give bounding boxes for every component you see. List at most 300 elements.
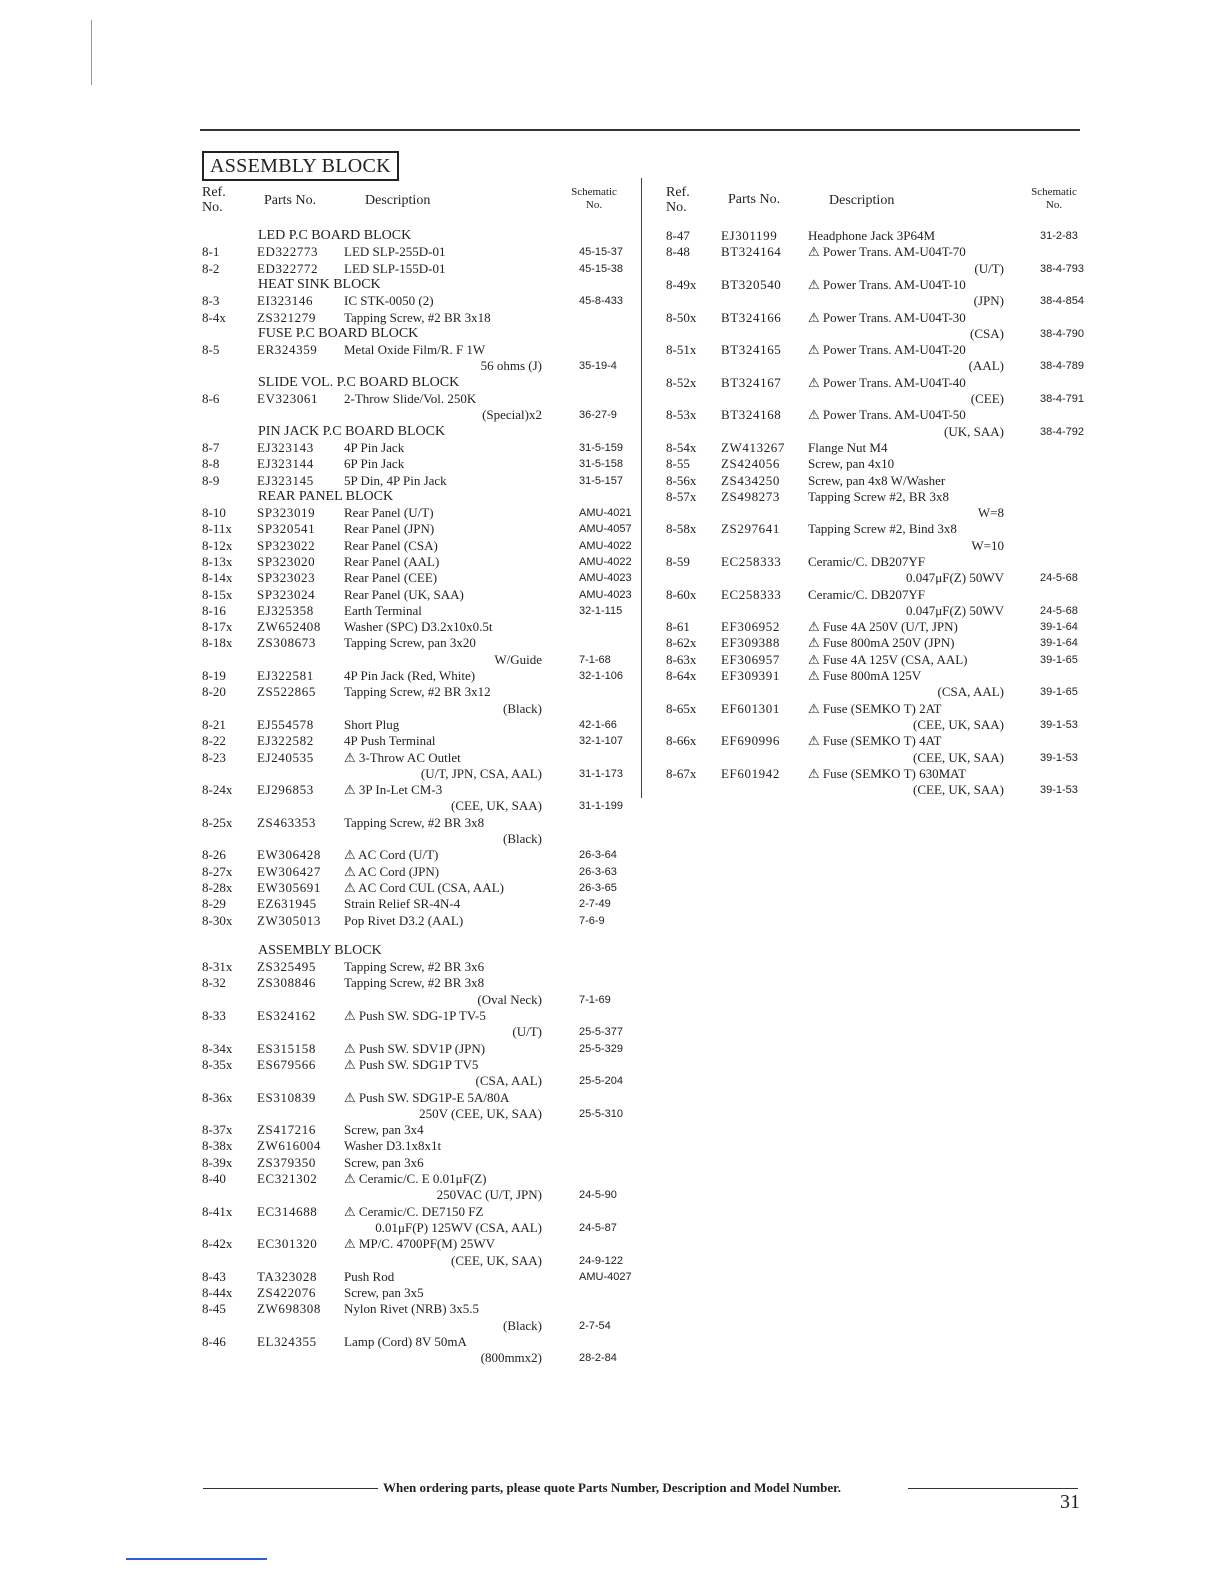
schematic-cell: 38-4-793	[1040, 263, 1085, 275]
table-row	[0, 1122, 1224, 1138]
schematic-cell: 24-5-87	[579, 1222, 617, 1234]
description-cell: (CEE, UK, SAA)	[451, 1253, 542, 1268]
description-cell: ⚠ 3P In-Let CM-3	[344, 782, 443, 797]
table-row	[0, 587, 1224, 603]
table-row	[0, 407, 1224, 423]
part-no-cell: BT324167	[721, 375, 782, 390]
table-row	[0, 1090, 1224, 1106]
part-no-cell: SP323022	[257, 538, 316, 553]
ref-cell: 8-18x	[202, 635, 233, 650]
part-no-cell: ZW652408	[257, 619, 322, 634]
footer-rule-right	[908, 1488, 1078, 1489]
schematic-cell: 31-1-199	[579, 800, 624, 812]
schematic-cell: 25-5-329	[579, 1043, 624, 1055]
schematic-cell: 7-6-9	[579, 915, 605, 927]
description-cell: Rear Panel (U/T)	[344, 505, 434, 520]
table-row-continuation	[0, 1350, 1224, 1366]
schematic-cell: 42-1-66	[579, 719, 617, 731]
part-no-cell: EF306957	[721, 652, 780, 667]
schematic-cell: 45-15-37	[579, 246, 624, 258]
part-no-cell: EJ296853	[257, 782, 314, 797]
schematic-cell: 45-8-433	[579, 295, 624, 307]
description-cell: 0.01μF(P) 125WV (CSA, AAL)	[375, 1220, 542, 1235]
description-cell: Rear Panel (UK, SAA)	[344, 587, 464, 602]
ref-cell: 8-64x	[666, 668, 697, 683]
part-no-cell: BT324165	[721, 342, 782, 357]
description-cell: Lamp (Cord) 8V 50mA	[344, 1334, 467, 1349]
table-row	[0, 1236, 1224, 1252]
description-cell: W=10	[971, 538, 1004, 553]
description-cell: 250V (CEE, UK, SAA)	[419, 1106, 542, 1121]
ref-cell: 8-11x	[202, 521, 232, 536]
part-no-cell: ED322772	[257, 261, 319, 276]
ref-cell: 8-19	[202, 668, 226, 683]
table-row-continuation	[0, 1106, 1224, 1122]
description-cell: ⚠ AC Cord CUL (CSA, AAL)	[344, 880, 504, 895]
part-no-cell: EI323146	[257, 293, 314, 308]
description-cell: Screw, pan 3x4	[344, 1122, 424, 1137]
table-row	[0, 1285, 1224, 1301]
schematic-cell: 36-27-9	[579, 409, 617, 421]
ref-cell: 8-34x	[202, 1041, 233, 1056]
ref-cell: 8-13x	[202, 554, 233, 569]
table-row	[0, 440, 1224, 456]
table-row-continuation	[0, 603, 1224, 619]
ref-cell: 8-57x	[666, 489, 697, 504]
description-cell: ⚠ Power Trans. AM-U04T-10	[808, 277, 966, 292]
description-cell: 4P Pin Jack	[344, 440, 405, 455]
table-row	[0, 456, 1224, 472]
section-title: ASSEMBLY BLOCK	[258, 943, 382, 958]
ref-cell: 8-26	[202, 847, 226, 862]
ref-cell: 8-60x	[666, 587, 697, 602]
description-cell: ⚠ Power Trans. AM-U04T-50	[808, 407, 966, 422]
header-schematic	[566, 186, 622, 212]
section-title: FUSE P.C BOARD BLOCK	[258, 326, 419, 341]
description-cell: (CEE, UK, SAA)	[913, 782, 1004, 797]
table-row-continuation	[0, 570, 1224, 586]
schematic-cell: 38-4-791	[1040, 393, 1085, 405]
table-row	[0, 228, 1224, 244]
schematic-cell: 31-5-157	[579, 475, 624, 487]
schematic-cell: AMU-4023	[579, 589, 632, 601]
schematic-cell: 32-1-107	[579, 735, 624, 747]
description-cell: ⚠ Fuse 4A 250V (U/T, JPN)	[808, 619, 958, 634]
part-no-cell: EW306427	[257, 864, 322, 879]
ref-cell: 8-66x	[666, 733, 697, 748]
table-row-continuation	[0, 293, 1224, 309]
description-cell: Push Rod	[344, 1269, 395, 1284]
table-row	[0, 1171, 1224, 1187]
part-no-cell: ZS522865	[257, 684, 316, 699]
part-no-cell: EC258333	[721, 587, 782, 602]
ref-cell: 8-7	[202, 440, 220, 455]
part-no-cell: BT320540	[721, 277, 782, 292]
ref-cell: 8-36x	[202, 1090, 233, 1105]
description-cell: Ceramic/C. DB207YF	[808, 554, 925, 569]
description-cell: (UK, SAA)	[944, 424, 1004, 439]
schematic-cell: AMU-4057	[579, 523, 632, 535]
description-cell: Screw, pan 3x5	[344, 1285, 424, 1300]
description-cell: LED SLP-255D-01	[344, 244, 446, 259]
schematic-cell: 25-5-204	[579, 1075, 624, 1087]
part-no-cell: EZ631945	[257, 896, 317, 911]
table-row	[0, 733, 1224, 749]
description-cell: 2-Throw Slide/Vol. 250K	[344, 391, 477, 406]
page-title: ASSEMBLY BLOCK	[202, 151, 399, 181]
ref-cell: 8-65x	[666, 701, 697, 716]
schematic-cell: 32-1-106	[579, 670, 624, 682]
table-row	[0, 1041, 1224, 1057]
description-cell: Metal Oxide Film/R. F 1W	[344, 342, 486, 357]
schematic-cell: 38-4-790	[1040, 328, 1085, 340]
description-cell: Rear Panel (JPN)	[344, 521, 435, 536]
table-row	[0, 1334, 1224, 1350]
ref-cell: 8-35x	[202, 1057, 233, 1072]
table-row	[0, 277, 1224, 293]
description-cell: Pop Rivet D3.2 (AAL)	[344, 913, 464, 928]
part-no-cell: ZS308846	[257, 975, 316, 990]
ref-cell: 8-48	[666, 244, 690, 259]
schematic-cell: 26-3-63	[579, 866, 617, 878]
part-no-cell: ZS325495	[257, 959, 316, 974]
part-no-cell: ZS297641	[721, 521, 780, 536]
description-cell: Tapping Screw, pan 3x20	[344, 635, 476, 650]
section-title: REAR PANEL BLOCK	[258, 489, 394, 504]
description-cell: Tapping Screw, #2 BR 3x8	[344, 975, 485, 990]
table-row	[0, 864, 1224, 880]
table-row-continuation	[0, 358, 1224, 374]
part-no-cell: EC301320	[257, 1236, 318, 1251]
description-cell: (800mmx2)	[480, 1350, 542, 1365]
table-row	[0, 1138, 1224, 1154]
part-no-cell: SP320541	[257, 521, 316, 536]
description-cell: (U/T, JPN, CSA, AAL)	[420, 766, 542, 781]
description-cell: ⚠ MP/C. 4700PF(M) 25WV	[344, 1236, 496, 1251]
description-cell: (CSA, AAL)	[475, 1073, 542, 1088]
table-row	[0, 1301, 1224, 1317]
description-cell: ⚠ AC Cord (U/T)	[344, 847, 439, 862]
table-row-continuation	[0, 782, 1224, 798]
ref-cell: 8-24x	[202, 782, 233, 797]
schematic-cell: 24-5-90	[579, 1189, 617, 1201]
table-row-continuation	[0, 538, 1224, 554]
schematic-cell: 26-3-64	[579, 849, 617, 861]
schematic-cell: 38-4-789	[1040, 360, 1085, 372]
description-cell: ⚠ Fuse 800mA 250V (JPN)	[808, 635, 955, 650]
schematic-cell: 39-1-53	[1040, 719, 1078, 731]
table-row	[0, 342, 1224, 358]
ref-cell: 8-45	[202, 1301, 226, 1316]
part-no-cell: EC314688	[257, 1204, 318, 1219]
description-cell: 0.047μF(Z) 50WV	[906, 603, 1004, 618]
ref-cell: 8-5	[202, 342, 220, 357]
table-row	[0, 959, 1224, 975]
ref-cell: 8-62x	[666, 635, 697, 650]
part-no-cell: EF601942	[721, 766, 780, 781]
part-no-cell: EJ554578	[257, 717, 314, 732]
description-cell: 0.047μF(Z) 50WV	[906, 570, 1004, 585]
ref-cell: 8-40	[202, 1171, 226, 1186]
ref-cell: 8-38x	[202, 1138, 233, 1153]
ref-cell: 8-28x	[202, 880, 233, 895]
header-schematic-no-label: No.	[1045, 199, 1063, 211]
part-no-cell: ES310839	[257, 1090, 316, 1105]
description-cell: 56 ohms (J)	[480, 358, 542, 373]
table-row	[0, 489, 1224, 505]
ref-cell: 8-31x	[202, 959, 233, 974]
part-no-cell: ZW413267	[721, 440, 786, 455]
header-schematic-label: Schematic	[1031, 186, 1077, 198]
table-row	[0, 635, 1224, 651]
part-no-cell: ES679566	[257, 1057, 316, 1072]
part-no-cell: ZS308673	[257, 635, 316, 650]
part-no-cell: EW306428	[257, 847, 322, 862]
description-cell: ⚠ Fuse 4A 125V (CSA, AAL)	[808, 652, 968, 667]
description-cell: (Black)	[503, 831, 542, 846]
ref-cell: 8-46	[202, 1334, 226, 1349]
description-cell: ⚠ Fuse 800mA 125V	[808, 668, 922, 683]
header-parts-no-right: Parts No.	[728, 192, 781, 207]
description-cell: IC STK-0050 (2)	[344, 293, 434, 308]
ref-cell: 8-17x	[202, 619, 233, 634]
ref-cell: 8-4x	[202, 310, 226, 325]
table-row-continuation	[0, 391, 1224, 407]
part-no-cell: EF309391	[721, 668, 780, 683]
table-row-continuation	[0, 424, 1224, 440]
table-row-continuation	[0, 1318, 1224, 1334]
table-row	[0, 554, 1224, 570]
part-no-cell: EF306952	[721, 619, 780, 634]
description-cell: (CEE)	[970, 391, 1004, 406]
table-row	[0, 375, 1224, 391]
table-row	[0, 652, 1224, 668]
table-row	[0, 619, 1224, 635]
description-cell: ⚠ AC Cord (JPN)	[344, 864, 440, 879]
description-cell: 4P Pin Jack (Red, White)	[344, 668, 476, 683]
schematic-cell: 39-1-65	[1040, 654, 1078, 666]
part-no-cell: EJ323144	[257, 456, 314, 471]
section-title: SLIDE VOL. P.C BOARD BLOCK	[258, 375, 460, 390]
description-cell: ⚠ Fuse (SEMKO T) 2AT	[808, 701, 942, 716]
description-cell: Tapping Screw #2, Bind 3x8	[808, 521, 957, 536]
part-no-cell: ZS498273	[721, 489, 780, 504]
ref-cell: 8-33	[202, 1008, 226, 1023]
description-cell: 4P Push Terminal	[344, 733, 436, 748]
description-cell: Ceramic/C. DB207YF	[808, 587, 925, 602]
section-title: HEAT SINK BLOCK	[258, 277, 381, 292]
schematic-cell: 45-15-38	[579, 263, 624, 275]
ref-cell: 8-67x	[666, 766, 697, 781]
description-cell: Screw, pan 4x10	[808, 456, 895, 471]
description-cell: Tapping Screw, #2 BR 3x8	[344, 815, 485, 830]
table-row-continuation	[0, 750, 1224, 766]
ref-cell: 8-50x	[666, 310, 697, 325]
description-cell: 6P Pin Jack	[344, 456, 405, 471]
ref-cell: 8-49x	[666, 277, 697, 292]
ref-cell: 8-47	[666, 228, 690, 243]
ref-cell: 8-2	[202, 261, 220, 276]
table-row	[0, 701, 1224, 717]
description-cell: (CSA, AAL)	[937, 684, 1004, 699]
part-no-cell: EF309388	[721, 635, 780, 650]
header-ref-label: Ref.	[666, 185, 690, 200]
description-cell: ⚠ Push SW. SDG-1P TV-5	[344, 1008, 486, 1023]
description-cell: ⚠ Ceramic/C. DE7150 FZ	[344, 1204, 484, 1219]
part-no-cell: BT324164	[721, 244, 782, 259]
description-cell: Flange Nut M4	[808, 440, 888, 455]
part-no-cell: EJ240535	[257, 750, 314, 765]
description-cell: ⚠ Push SW. SDG1P TV5	[344, 1057, 479, 1072]
ref-cell: 8-15x	[202, 587, 233, 602]
header-ref	[202, 185, 226, 215]
part-no-cell: ZS417216	[257, 1122, 316, 1137]
description-cell: Rear Panel (CSA)	[344, 538, 438, 553]
description-cell: Tapping Screw, #2 BR 3x12	[344, 684, 491, 699]
section-title: LED P.C BOARD BLOCK	[258, 228, 412, 243]
footer-note: When ordering parts, please quote Parts Number, Description and Model Number.	[383, 1480, 842, 1495]
table-row	[0, 1269, 1224, 1285]
schematic-cell: 38-4-792	[1040, 426, 1085, 438]
ref-cell: 8-32	[202, 975, 226, 990]
header-no-label: No.	[202, 200, 223, 215]
description-cell: 250VAC (U/T, JPN)	[436, 1187, 542, 1202]
table-row	[0, 473, 1224, 489]
ref-cell: 8-20	[202, 684, 226, 699]
ref-cell: 8-61	[666, 619, 690, 634]
schematic-cell: 24-5-68	[1040, 605, 1078, 617]
header-schematic-no-label: No.	[585, 199, 603, 211]
schematic-cell: 38-4-854	[1040, 295, 1085, 307]
part-no-cell: EJ325358	[257, 603, 314, 618]
part-no-cell: SP323019	[257, 505, 316, 520]
description-cell: Headphone Jack 3P64M	[808, 228, 936, 243]
ref-cell: 8-8	[202, 456, 220, 471]
description-cell: (Black)	[503, 1318, 542, 1333]
ref-cell: 8-42x	[202, 1236, 233, 1251]
description-cell: ⚠ Power Trans. AM-U04T-40	[808, 375, 966, 390]
part-no-cell: ZS422076	[257, 1285, 316, 1300]
table-row-continuation	[0, 798, 1224, 814]
schematic-cell: 31-5-159	[579, 442, 624, 454]
description-cell: (U/T)	[512, 1024, 542, 1039]
schematic-cell: 35-19-4	[579, 360, 617, 372]
ref-cell: 8-41x	[202, 1204, 233, 1219]
ref-cell: 8-52x	[666, 375, 697, 390]
section-title: PIN JACK P.C BOARD BLOCK	[258, 424, 446, 439]
ref-cell: 8-56x	[666, 473, 697, 488]
bottom-mark	[126, 1558, 267, 1560]
table-row-continuation	[0, 717, 1224, 733]
schematic-cell: AMU-4023	[579, 572, 632, 584]
table-row-continuation	[0, 992, 1224, 1008]
header-schematic-right	[1026, 186, 1082, 212]
description-cell: ⚠ 3-Throw AC Outlet	[344, 750, 461, 765]
schematic-cell: 32-1-115	[579, 605, 623, 617]
part-no-cell: EF690996	[721, 733, 780, 748]
table-row-continuation	[0, 326, 1224, 342]
schematic-cell: 7-1-68	[579, 654, 611, 666]
description-cell: (Oval Neck)	[477, 992, 542, 1007]
schematic-cell: 28-2-84	[579, 1352, 617, 1364]
table-row	[0, 847, 1224, 863]
table-row	[0, 1204, 1224, 1220]
schematic-cell: 39-1-53	[1040, 752, 1078, 764]
schematic-cell: 7-1-69	[579, 994, 611, 1006]
part-no-cell: ED322773	[257, 244, 319, 259]
description-cell: Strain Relief SR-4N-4	[344, 896, 461, 911]
schematic-cell: AMU-4021	[579, 507, 632, 519]
table-row-continuation	[0, 1073, 1224, 1089]
table-row	[0, 913, 1224, 929]
description-cell: (JPN)	[973, 293, 1004, 308]
ref-cell: 8-21	[202, 717, 226, 732]
description-cell: (Black)	[503, 701, 542, 716]
description-cell: ⚠ Push SW. SDG1P-E 5A/80A	[344, 1090, 510, 1105]
schematic-cell: 39-1-53	[1040, 784, 1078, 796]
description-cell: 5P Din, 4P Pin Jack	[344, 473, 447, 488]
ref-cell: 8-55	[666, 456, 690, 471]
ref-cell: 8-39x	[202, 1155, 233, 1170]
ref-cell: 8-25x	[202, 815, 233, 830]
description-cell: Short Plug	[344, 717, 400, 732]
part-no-cell: EC258333	[721, 554, 782, 569]
part-no-cell: ER324359	[257, 342, 318, 357]
description-cell: Washer D3.1x8x1t	[344, 1138, 442, 1153]
table-row	[0, 244, 1224, 260]
ref-cell: 8-1	[202, 244, 220, 259]
header-ref-right	[666, 185, 690, 215]
table-row	[0, 880, 1224, 896]
description-cell: (CEE, UK, SAA)	[451, 798, 542, 813]
description-cell: ⚠ Push SW. SDV1P (JPN)	[344, 1041, 486, 1056]
part-no-cell: EF601301	[721, 701, 780, 716]
table-row	[0, 975, 1224, 991]
header-schematic-label: Schematic	[571, 186, 617, 198]
ref-cell: 8-37x	[202, 1122, 233, 1137]
table-row-continuation	[0, 1253, 1224, 1269]
table-row	[0, 815, 1224, 831]
part-no-cell: SP323020	[257, 554, 316, 569]
ref-cell: 8-16	[202, 603, 226, 618]
description-cell: ⚠ Ceramic/C. E 0.01μF(Z)	[344, 1171, 487, 1186]
description-cell: Tapping Screw, #2 BR 3x6	[344, 959, 485, 974]
schematic-cell: AMU-4022	[579, 540, 632, 552]
schematic-cell: AMU-4027	[579, 1271, 632, 1283]
part-no-cell: ZS379350	[257, 1155, 316, 1170]
header-description-right: Description	[829, 193, 895, 208]
schematic-cell: 24-9-122	[579, 1255, 624, 1267]
description-cell: ⚠ Power Trans. AM-U04T-30	[808, 310, 966, 325]
part-no-cell: SP323024	[257, 587, 316, 602]
description-cell: Rear Panel (AAL)	[344, 554, 440, 569]
part-no-cell: ZW698308	[257, 1301, 322, 1316]
part-no-cell: ZS321279	[257, 310, 316, 325]
table-row	[0, 521, 1224, 537]
ref-cell: 8-29	[202, 896, 226, 911]
schematic-cell: 39-1-65	[1040, 686, 1078, 698]
part-no-cell: ZS434250	[721, 473, 780, 488]
description-cell: Screw, pan 3x6	[344, 1155, 424, 1170]
schematic-cell: 25-5-310	[579, 1108, 624, 1120]
ref-cell: 8-58x	[666, 521, 697, 536]
ref-cell: 8-10	[202, 505, 226, 520]
description-cell: (CSA)	[970, 326, 1004, 341]
description-cell: (CEE, UK, SAA)	[913, 750, 1004, 765]
table-row-continuation	[0, 261, 1224, 277]
description-cell: W=8	[977, 505, 1004, 520]
schematic-cell: 24-5-68	[1040, 572, 1078, 584]
